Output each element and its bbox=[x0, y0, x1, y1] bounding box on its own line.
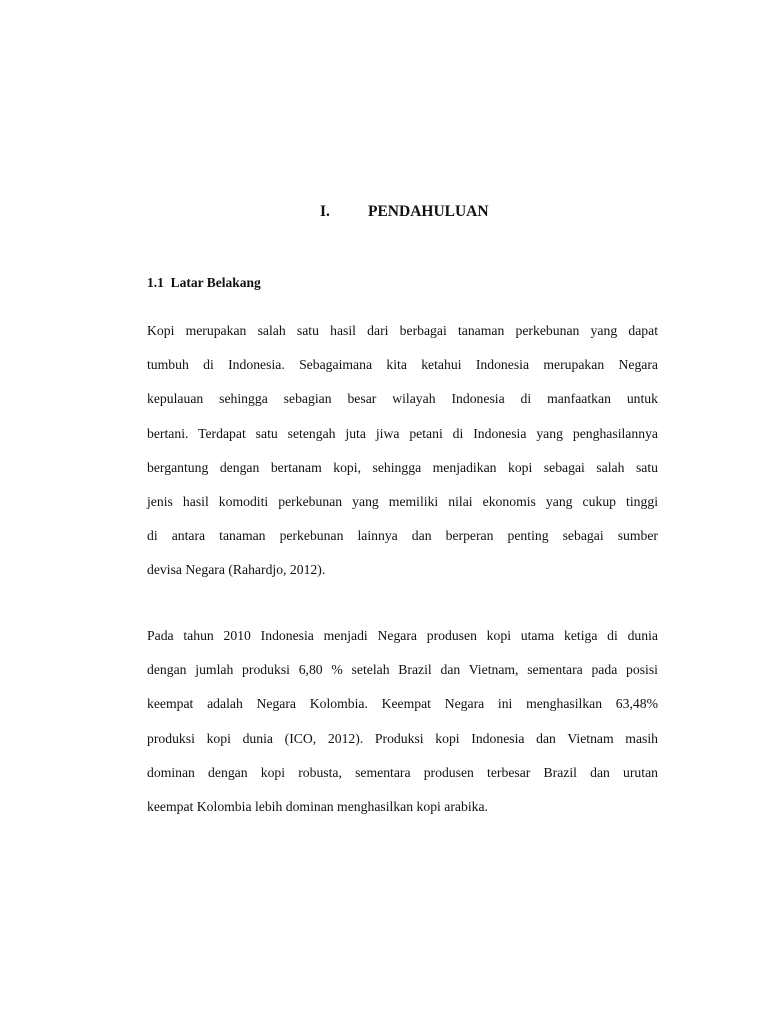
paragraph-line: keempat adalah Negara Kolombia. Keempat Negara ini menghasilkan 63,48% bbox=[147, 696, 658, 712]
chapter-name: PENDAHULUAN bbox=[368, 203, 489, 220]
paragraph-line: bertani. Terdapat satu setengah juta jiwa petani di Indonesia yang penghasilannya bbox=[147, 425, 658, 441]
paragraph-line: devisa Negara (Rahardjo, 2012). bbox=[147, 562, 326, 578]
paragraph-line: jenis hasil komoditi perkebunan yang memiliki nilai ekonomis yang cukup tinggi bbox=[147, 493, 658, 509]
paragraph-line: tumbuh di Indonesia. Sebagaimana kita ketahui Indonesia merupakan Negara bbox=[147, 357, 658, 373]
paragraph-line: kepulauan sehingga sebagian besar wilayah Indonesia di manfaatkan untuk bbox=[147, 391, 658, 407]
paragraph-line: produksi kopi dunia (ICO, 2012). Produksi kopi Indonesia dan Vietnam masih bbox=[147, 730, 658, 746]
paragraph-line: Kopi merupakan salah satu hasil dari berbagai tanaman perkebunan yang dapat bbox=[147, 323, 658, 338]
paragraph-line: keempat Kolombia lebih dominan menghasilkan kopi arabika. bbox=[147, 798, 488, 814]
paragraph-line: dengan jumlah produksi 6,80 % setelah Brazil dan Vietnam, sementara pada posisi bbox=[147, 662, 658, 678]
chapter-number: I. bbox=[320, 203, 330, 220]
chapter-title bbox=[0, 203, 768, 227]
paragraph-2 bbox=[147, 619, 658, 824]
paragraph-line: dominan dengan kopi robusta, sementara produsen terbesar Brazil dan urutan bbox=[147, 764, 658, 780]
paragraph-line: bergantung dengan bertanam kopi, sehingga menjadikan kopi sebagai salah satu bbox=[147, 459, 658, 475]
paragraph-1 bbox=[147, 314, 658, 588]
paragraph-line: Pada tahun 2010 Indonesia menjadi Negara produsen kopi utama ketiga di dunia bbox=[147, 628, 658, 643]
section-heading: 1.1 Latar Belakang bbox=[147, 275, 261, 290]
paragraph-line: di antara tanaman perkebunan lainnya dan berperan penting sebagai sumber bbox=[147, 528, 658, 544]
